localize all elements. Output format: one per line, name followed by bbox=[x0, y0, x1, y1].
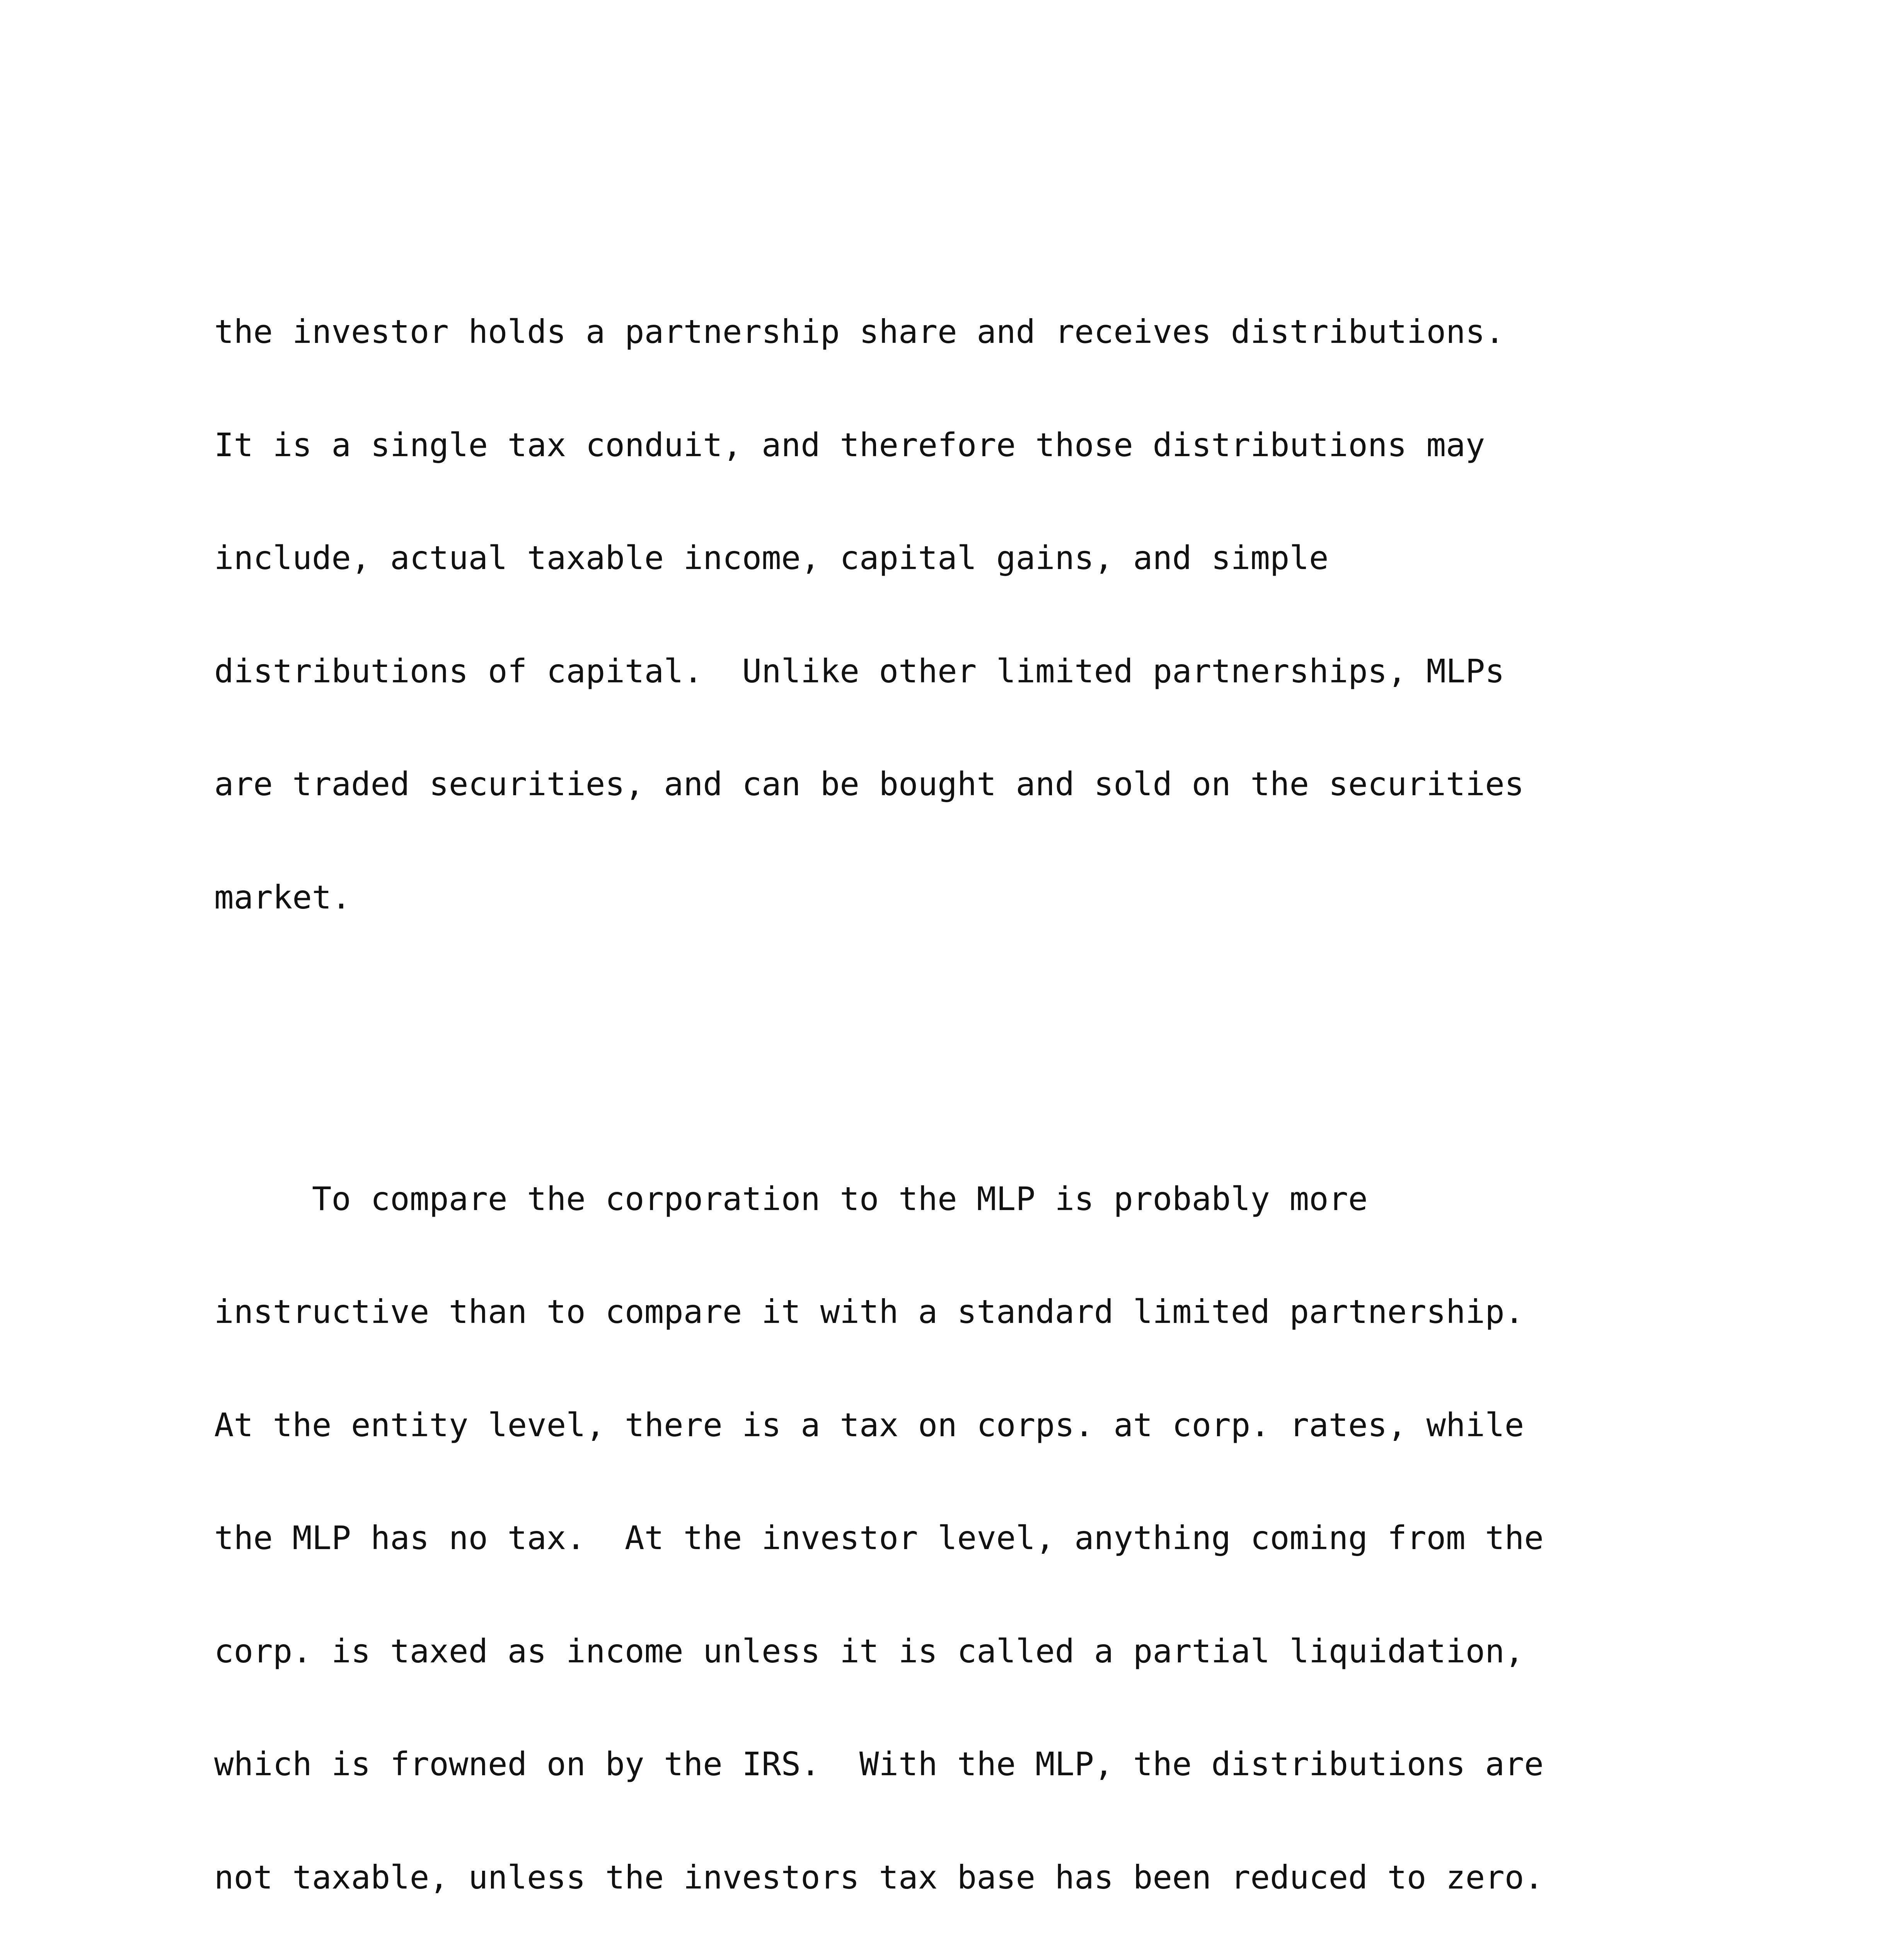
text-line: At the entity level, there is a tax on corps. at corp. rates, while bbox=[214, 1406, 1524, 1444]
text-line: It is a single tax conduit, and therefore those distributions may bbox=[214, 426, 1485, 464]
text-line: which is frowned on by the IRS. With the MLP, the distributions are bbox=[214, 1745, 1544, 1783]
text-line: are traded securities, and can be bought and sold on the securities bbox=[214, 765, 1524, 803]
text-line: instructive than to compare it with a standard limited partnership. bbox=[214, 1293, 1524, 1331]
text-line: the MLP has no tax. At the investor level, anything coming from the bbox=[214, 1519, 1544, 1557]
text-line: market. bbox=[214, 878, 351, 916]
text-line: To compare the corporation to the MLP is probably more bbox=[214, 1180, 1368, 1218]
text-line: the investor holds a partnership share and receives distributions. bbox=[214, 313, 1505, 351]
body-text bbox=[214, 162, 1838, 1933]
text-line: not taxable, unless the investors tax base has been reduced to zero. bbox=[214, 1858, 1544, 1896]
text-line: include, actual taxable income, capital gains, and simple bbox=[214, 539, 1329, 577]
text-line: corp. is taxed as income unless it is called a partial liquidation, bbox=[214, 1632, 1524, 1670]
paragraph-1 bbox=[214, 238, 1838, 992]
paragraph-2 bbox=[214, 1105, 1838, 1933]
text-line: distributions of capital. Unlike other limited partnerships, MLPs bbox=[214, 652, 1505, 690]
